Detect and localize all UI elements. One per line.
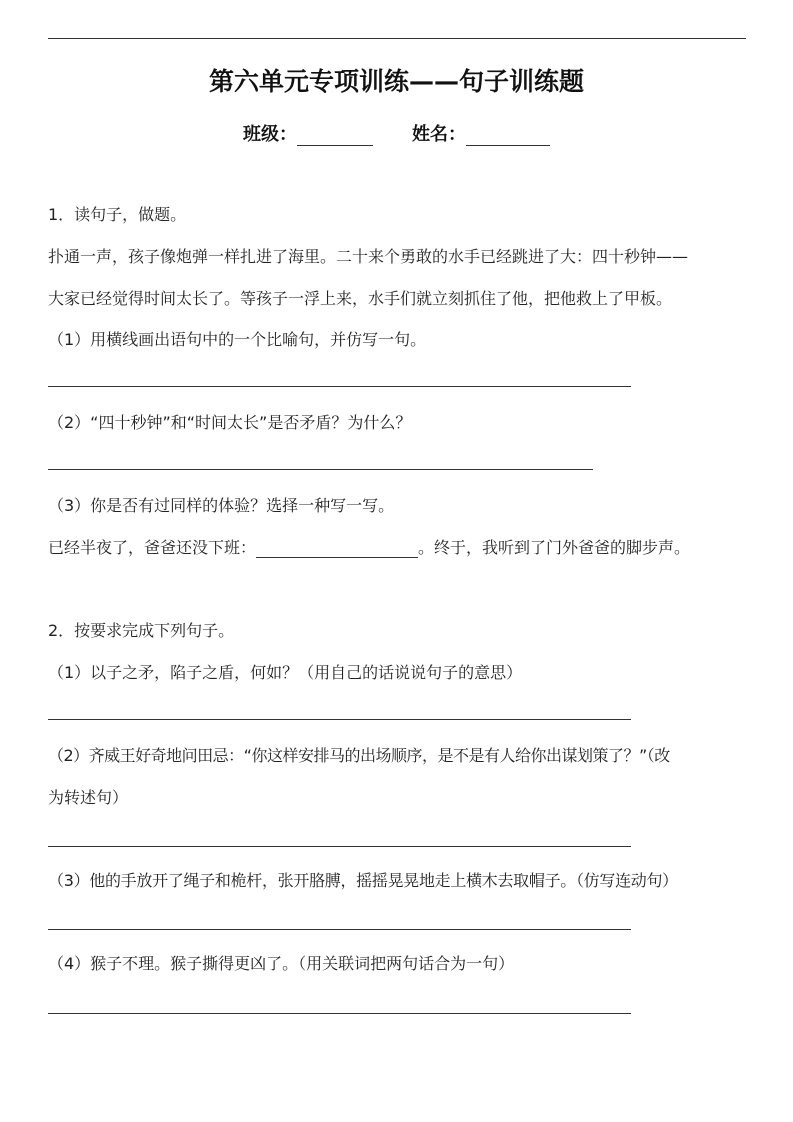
top-rule [48,38,746,39]
class-blank[interactable] [297,127,373,146]
q1-passage-line2: 大家已经觉得时间太长了。等孩子一浮上来，水手们就立刻抓住了他，把他救上了甲板。 [48,289,673,308]
class-field[interactable] [243,120,373,146]
q2-sub2-line2: 为转述句） [48,788,129,807]
q1-sub3-blank[interactable] [256,539,418,558]
q2-sub3-answer-line[interactable] [48,929,631,930]
name-label: 姓名： [412,124,466,145]
name-field[interactable] [412,120,550,146]
q1-sub1: （1）用横线画出语句中的一个比喻句，并仿写一句。 [48,330,427,349]
q1-sub2-answer-line[interactable] [48,469,593,470]
q2-sub4: （4）猴子不理。猴子撕得更凶了。（用关联词把两句话合为一句） [48,954,515,973]
q1-sub2: （2）“四十秒钟”和“时间太长”是否矛盾？为什么？ [48,413,412,432]
q1-sub3-after: 。终于，我听到了门外爸爸的脚步声。 [418,538,691,557]
q2-sub1: （1）以子之矛，陷子之盾，何如？（用自己的话说说句子的意思） [48,663,523,682]
class-label: 班级： [243,124,297,145]
q1-passage-line1: 扑通一声，孩子像炮弹一样扎进了海里。二十来个勇敢的水手已经跳进了大：四十秒钟—— [48,247,689,266]
page-title: 第六单元专项训练——句子训练题 [208,67,584,96]
q1-heading: 1．读句子，做题。 [48,205,187,224]
name-blank[interactable] [466,127,550,146]
q2-sub2-line1: （2）齐威王好奇地问田忌：“你这样安排马的出场顺序，是不是有人给你出谋划策了？”（改 [48,746,670,765]
q2-sub3: （3）他的手放开了绳子和桅杆，张开胳膊，摇摇晃晃地走上横木去取帽子。（仿写连动句） [48,871,678,890]
q2-heading: 2．按要求完成下列句子。 [48,621,235,640]
q1-sub3-before: 已经半夜了，爸爸还没下班： [48,538,257,557]
q1-sub3-sentence [48,538,690,558]
q1-sub3: （3）你是否有过同样的体验？选择一种写一写。 [48,496,395,515]
q2-sub2-answer-line[interactable] [48,846,631,847]
q2-sub4-answer-line[interactable] [48,1013,631,1014]
q1-sub1-answer-line[interactable] [48,386,631,387]
q2-sub1-answer-line[interactable] [48,719,631,720]
